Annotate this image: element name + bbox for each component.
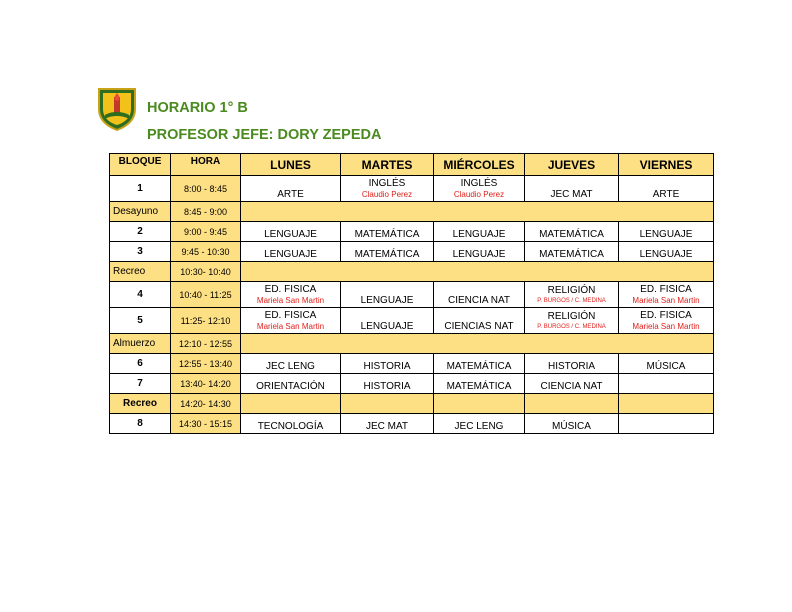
subject-label: ED. FISICA: [264, 310, 317, 321]
hora-cell: 9:45 - 10:30: [171, 242, 241, 262]
hora-cell: 10:40 - 11:25: [171, 282, 241, 308]
subject-cell: [241, 308, 341, 334]
break-cell: [619, 394, 714, 414]
hora-cell: 14:30 - 15:15: [171, 414, 241, 434]
subject-cell: MÚSICA: [525, 414, 619, 434]
hora-cell: 14:20- 14:30: [171, 394, 241, 414]
hora-cell: 13:40- 14:20: [171, 374, 241, 394]
table-row: [110, 308, 714, 334]
subject-label: ED. FISICA: [640, 284, 692, 295]
break-band: [241, 334, 714, 354]
bloque-cell: 6: [110, 354, 171, 374]
teacher-label: Mariela San Martin: [256, 322, 325, 331]
subject-cell: CIENCIAS NAT: [434, 308, 525, 334]
subject-cell: [434, 176, 525, 202]
break-cell: [434, 394, 525, 414]
table-row: [110, 176, 714, 202]
bloque-cell: 5: [110, 308, 171, 334]
bloque-cell: 4: [110, 282, 171, 308]
bloque-cell: 8: [110, 414, 171, 434]
break-row: [110, 394, 714, 414]
subject-label: ED. FISICA: [640, 310, 692, 321]
subject-cell: [241, 282, 341, 308]
subject-cell: LENGUAJE: [341, 282, 434, 308]
break-row: [110, 202, 714, 222]
break-row: [110, 334, 714, 354]
hora-cell: 8:45 - 9:00: [171, 202, 241, 222]
teacher-label: Mariela San Martin: [256, 296, 325, 305]
header-martes: MARTES: [341, 154, 434, 176]
subject-label: ARTE: [277, 189, 304, 200]
subject-cell: MATEMÁTICA: [434, 354, 525, 374]
head-teacher-title: PROFESOR JEFE: DORY ZEPEDA: [147, 127, 382, 143]
table-row: [110, 374, 714, 394]
subject-label: RELIGIÓN: [547, 310, 596, 322]
hora-cell: 12:55 - 13:40: [171, 354, 241, 374]
header-bloque: BLOQUE: [110, 154, 171, 176]
hora-cell: 8:00 - 8:45: [171, 176, 241, 202]
subject-cell: HISTORIA: [341, 354, 434, 374]
subject-cell: JEC LENG: [241, 354, 341, 374]
table-row: [110, 222, 714, 242]
subject-label: ARTE: [652, 189, 680, 200]
subject-cell: JEC MAT: [341, 414, 434, 434]
break-row: [110, 262, 714, 282]
hora-cell: 10:30- 10:40: [171, 262, 241, 282]
hora-cell: 9:00 - 9:45: [171, 222, 241, 242]
teacher-label: Mariela San Martin: [632, 296, 700, 305]
break-band: [241, 262, 714, 282]
teacher-label: P. BURGOS / C. MEDINA: [537, 323, 606, 330]
header-jueves: JUEVES: [525, 154, 619, 176]
header-miercoles: MIÉRCOLES: [434, 154, 525, 176]
teacher-label: Mariela San Martin: [632, 322, 700, 331]
subject-label: ED. FISICA: [264, 284, 317, 295]
subject-cell: [525, 282, 619, 308]
table-row: [110, 242, 714, 262]
break-cell: [341, 394, 434, 414]
subject-cell: [619, 282, 714, 308]
bloque-cell: 2: [110, 222, 171, 242]
subject-cell: MATEMÁTICA: [434, 374, 525, 394]
hora-cell: 11:25- 12:10: [171, 308, 241, 334]
subject-cell: TECNOLOGÍA: [241, 414, 341, 434]
subject-cell: LENGUAJE: [341, 308, 434, 334]
bloque-cell: 1: [110, 176, 171, 202]
table-row: [110, 282, 714, 308]
header-hora: HORA: [171, 154, 241, 176]
subject-cell: JEC LENG: [434, 414, 525, 434]
teacher-label: Claudio Perez: [361, 190, 413, 199]
subject-cell: [525, 176, 619, 202]
subject-cell: LENGUAJE: [434, 222, 525, 242]
subject-label: RELIGIÓN: [547, 284, 596, 296]
hora-cell: 12:10 - 12:55: [171, 334, 241, 354]
subject-cell: HISTORIA: [341, 374, 434, 394]
bloque-cell: Desayuno: [110, 202, 171, 222]
schedule-table: [109, 153, 714, 434]
subject-cell: CIENCIA NAT: [525, 374, 619, 394]
subject-cell: LENGUAJE: [619, 222, 714, 242]
subject-label: INGLÉS: [368, 178, 406, 189]
teacher-label: P. BURGOS / C. MEDINA: [537, 297, 606, 304]
bloque-cell: Recreo: [110, 262, 171, 282]
subject-cell: [619, 374, 714, 394]
bloque-cell: 3: [110, 242, 171, 262]
subject-cell: ORIENTACIÓN: [241, 374, 341, 394]
schedule-title: HORARIO 1° B: [147, 100, 248, 116]
header-viernes: VIERNES: [619, 154, 714, 176]
subject-cell: LENGUAJE: [241, 222, 341, 242]
subject-cell: LENGUAJE: [619, 242, 714, 262]
subject-cell: LENGUAJE: [241, 242, 341, 262]
break-cell: [525, 394, 619, 414]
subject-cell: MATEMÁTICA: [525, 222, 619, 242]
school-crest-logo: [97, 85, 137, 131]
table-header-row: [110, 154, 714, 176]
subject-cell: LENGUAJE: [434, 242, 525, 262]
subject-cell: [619, 414, 714, 434]
table-row: [110, 354, 714, 374]
bloque-cell: 7: [110, 374, 171, 394]
subject-cell: [525, 308, 619, 334]
table-row: [110, 414, 714, 434]
subject-cell: [241, 176, 341, 202]
header-lunes: LUNES: [241, 154, 341, 176]
teacher-label: Claudio Perez: [453, 190, 505, 199]
subject-cell: MATEMÁTICA: [341, 242, 434, 262]
subject-cell: MATEMÁTICA: [341, 222, 434, 242]
subject-cell: [619, 308, 714, 334]
subject-cell: MATEMÁTICA: [525, 242, 619, 262]
break-cell: [241, 394, 341, 414]
subject-label: INGLÉS: [460, 178, 498, 189]
subject-cell: [619, 176, 714, 202]
break-band: [241, 202, 714, 222]
subject-cell: HISTORIA: [525, 354, 619, 374]
subject-cell: CIENCIA NAT: [434, 282, 525, 308]
bloque-cell: Almuerzo: [110, 334, 171, 354]
bloque-cell: Recreo: [110, 394, 171, 414]
subject-cell: [341, 176, 434, 202]
subject-cell: MÚSICA: [619, 354, 714, 374]
subject-label: JEC MAT: [550, 189, 593, 200]
